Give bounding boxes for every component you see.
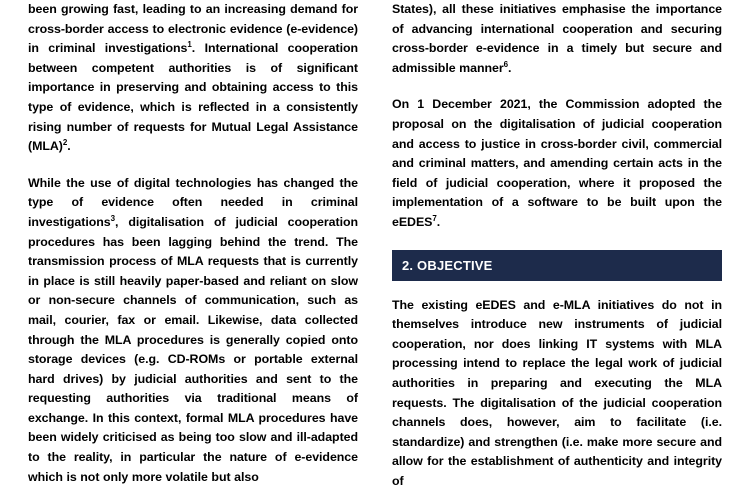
paragraph-1-text-after: . International cooperation between competent authorities is of significant importance in preserving and obtaining access to this type of evidence, which is reflected in a consistently rising number of requests for Mutual Legal Assistance (MLA) — [28, 41, 358, 154]
paragraph-1-text-before: been growing fast, leading to an increasing demand for cross-border access to electronic evidence (e-evidence) in criminal investigations — [28, 2, 358, 56]
footnote-ref-6: 6 — [503, 59, 509, 69]
paragraph-4-text-before: On 1 December 2021, the Commission adopted the proposal on the digitalisation of judicial cooperation and access to justice in cross-border civil, commercial and criminal matters, and amending certain acts in the field of judicial cooperation, where it proposed the implementation of a software to be built upon the eEDES — [392, 97, 722, 229]
right-column — [392, 0, 722, 488]
footnote-ref-7: 7 — [432, 213, 437, 223]
paragraph-2-text-before: While the use of digital technologies has changed the type of evidence often needed in criminal investigations — [28, 175, 358, 229]
paragraph-5 — [392, 296, 722, 491]
paragraph-1 — [28, 0, 358, 157]
left-column — [28, 0, 358, 484]
footnote-ref-3: 3 — [110, 213, 116, 223]
paragraph-2-text-after: , digitalisation of judicial cooperation procedures has been lagging behind the trend. The transmission process of MLA requests that is currently in place is still heavily paper-based and reliant on slow or non-secure channels of communication, such as mail, courier, fax or email. Likewise, data collected through the MLA procedures is generally copied onto storage devices (e.g. CD-ROMs or portable external hard drives) by judicial authorities and sent to the requesting authorities via traditional means of exchange. In this context, formal MLA procedures have been widely criticised as being too slow and ill-adapted to the reality, in particular the nature of e-evidence which is not only more volatile but also — [28, 214, 358, 484]
section-heading-objective: 2. OBJECTIVE — [392, 250, 722, 281]
paragraph-4 — [392, 95, 722, 232]
paragraph-5-text: The existing eEDES and e-MLA initiatives do not in themselves introduce new instruments of judicial cooperation, nor does linking IT systems with MLA processing intend to replace the legal work of judicial authorities in preparing and executing the MLA requests. The digitalisation of the judicial cooperation channels does, however, aim to facilitate (i.e. standardize) and strengthen (i.e. make more secure and allow for the establishment of authenticity and integrity of — [392, 297, 722, 488]
paragraph-2 — [28, 174, 358, 488]
footnote-ref-1: 1 — [187, 40, 192, 50]
paragraph-1-text-end: . — [67, 139, 71, 154]
paragraph-3-text-after: . — [508, 60, 512, 75]
paragraph-3 — [392, 0, 722, 78]
paragraph-4-text-after: . — [436, 214, 441, 229]
footnote-ref-2: 2 — [62, 138, 68, 148]
paragraph-3-text-before: States), all these initiatives emphasise the importance of advancing international cooperation and securing cross-border e-evidence in a timely but secure and admissible manner — [392, 2, 722, 75]
